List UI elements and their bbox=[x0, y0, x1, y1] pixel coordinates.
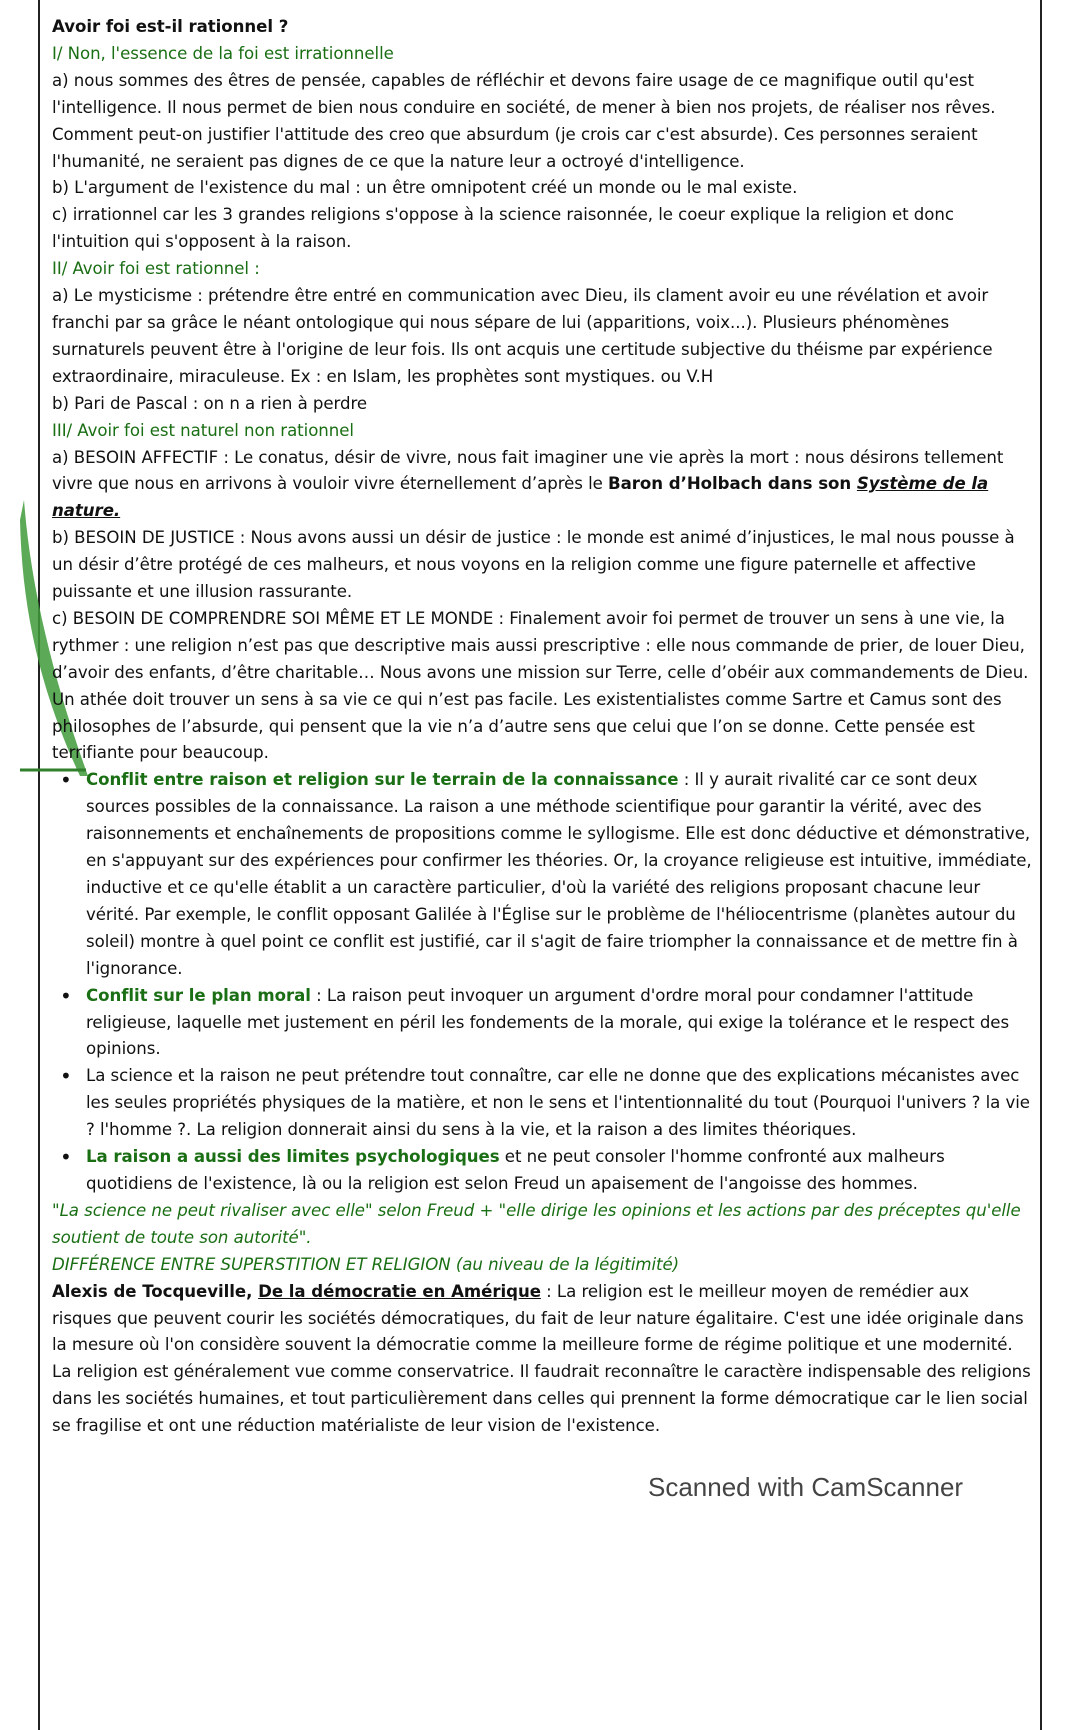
holbach-author: Baron d’Holbach dans son bbox=[608, 474, 857, 494]
bullet-lead: Conflit sur le plan moral bbox=[86, 985, 311, 1005]
tocqueville-text: : La religion est le meilleur moyen de remédier aux risques que peuvent courir les sociétés démocratiques, du fait de leur nature égalitaire. C'est une idée originale dans la mesure où l'on considère souvent la démocratie comme la meilleure forme de régime politique et une modernité. La religion est généralement vue comme conservatrice. Il faudrait reconnaître le caractère indispensable des religions dans les sociétés humaines, et tout particulièrement dans celles qui prennent la forme démocratique car le lien social se fragilise et ont une réduction matérialiste de leur vision de l'existence. bbox=[52, 1281, 1031, 1436]
bullet-text: : Il y aurait rivalité car ce sont deux sources possibles de la connaissance. La raison a une méthode scientifique pour garantir la vérité, avec des raisonnements et enchaînements de propositions comme le syllogisme. Elle est donc déductive et démonstrative, en s'appuyant sur des expériences pour confirmer les théories. Or, la croyance religieuse est intuitive, immédiate, inductive et ce qu'elle établit a un caractère particulier, d'où la variété des religions proposant chacune leur vérité. Par exemple, le conflit opposant Galilée à l'Église sur le problème de l'héliocentrisme (planètes autour du soleil) montre à quel point ce conflit est justifié, car il s'agit de faire triompher la connaissance et de mettre fin à l'ignorance. bbox=[86, 770, 1032, 978]
list-item bbox=[86, 1063, 1032, 1144]
section-2-heading: II/ Avoir foi est rationnel : bbox=[52, 259, 260, 279]
document-title: Avoir foi est-il rationnel ? bbox=[52, 17, 289, 36]
list-item bbox=[86, 983, 1032, 1064]
freud-quote: "La science ne peut rivaliser avec elle" selon Freud + "elle dirige les opinions et les actions par des préceptes qu'elle soutient de toute son autorité". bbox=[52, 1200, 1021, 1247]
section-3-point-b: b) BESOIN DE JUSTICE : Nous avons aussi un désir de justice : le monde est animé d’injustices, le mal nous pousse à un désir d’être protégé de ces malheurs, et nous voyons en la religion comme une figure paternelle et affective puissante et une illusion rassurante. bbox=[52, 528, 1015, 602]
section-3-a-text: a) BESOIN AFFECTIF : Le conatus, désir de vivre, nous fait imaginer une vie après la mort : nous désirons tellement vivre que nous en arrivons à vouloir vivre éternellement d’après le bbox=[52, 447, 1004, 494]
tocqueville-work: De la démocratie en Amérique bbox=[258, 1281, 541, 1301]
section-1-heading: I/ Non, l'essence de la foi est irrationnelle bbox=[52, 43, 394, 63]
bullet-text: La science et la raison ne peut prétendre tout connaître, car elle ne donne que des explications mécanistes avec les seules propriétés physiques de la matière, et non le sens et l'intentionnalité du tout (Pourquoi l'univers ? la vie ? l'homme ?. La religion donnerait ainsi du sens à la vie, et la raison a des limites théoriques. bbox=[86, 1066, 1030, 1140]
tocqueville-author: Alexis de Tocqueville, bbox=[52, 1281, 259, 1301]
document-body bbox=[52, 14, 1032, 1440]
bullet-lead: La raison a aussi des limites psychologiques bbox=[86, 1147, 500, 1167]
section-1-point-a: a) nous sommes des êtres de pensée, capables de réfléchir et devons faire usage de ce magnifique outil qu'est l'intelligence. Il nous permet de bien nous conduire en société, de mener à bien nos projets, de réaliser nos rêves. Comment peut-on justifier l'attitude des creo que absurdum (je crois car c'est absurde). Ces personnes seraient l'humanité, ne seraient pas dignes de ce que la nature leur a octroyé d'intelligence. bbox=[52, 70, 996, 171]
section-1-point-b: b) L'argument de l'existence du mal : un être omnipotent créé un monde ou le mal existe. bbox=[52, 178, 798, 198]
conflict-bullet-list bbox=[52, 767, 1032, 1198]
scanner-watermark: Scanned with CamScanner bbox=[648, 1472, 964, 1502]
section-3-point-a bbox=[52, 445, 1032, 526]
bullet-text: et ne peut consoler l'homme confronté aux malheurs quotidiens de l'existence, là ou la religion est selon Freud un apaisement de l'angoisse des hommes. bbox=[86, 1147, 945, 1193]
holbach-work: Système de la nature. bbox=[52, 474, 989, 521]
bullet-text: : La raison peut invoquer un argument d'ordre moral pour condamner l'attitude religieuse, laquelle met justement en péril les fondements de la morale, qui exige la tolérance et le respect des opinions. bbox=[86, 985, 1010, 1059]
difference-heading: DIFFÉRENCE ENTRE SUPERSTITION ET RELIGION (au niveau de la légitimité) bbox=[52, 1254, 680, 1274]
tocqueville-paragraph bbox=[52, 1279, 1032, 1440]
list-item bbox=[86, 767, 1032, 982]
section-3-point-c: c) BESOIN DE COMPRENDRE SOI MÊME ET LE MONDE : Finalement avoir foi permet de trouver un sens à une vie, la rythmer : une religion n’est pas que descriptive mais aussi prescriptive : elle nous commande de prier, de louer Dieu, d’avoir des enfants, d’être charitable… Nous avons une mission sur Terre, celle d’obéir aux commandements de Dieu. Un athée doit trouver un sens à sa vie ce qui n’est pas facile. Les existentialistes comme Sartre et Camus sont des philosophes de l’absurde, qui pensent que la vie n’a d’autre sens que celui que l’on se donne. Cette pensée est terrifiante pour beaucoup. bbox=[52, 608, 1029, 763]
section-3-heading: III/ Avoir foi est naturel non rationnel bbox=[52, 420, 354, 440]
section-1-point-c: c) irrationnel car les 3 grandes religions s'oppose à la science raisonnée, le coeur explique la religion et donc l'intuition qui s'opposent à la raison. bbox=[52, 205, 954, 252]
section-2-point-b: b) Pari de Pascal : on n a rien à perdre bbox=[52, 393, 368, 413]
bullet-lead: Conflit entre raison et religion sur le terrain de la connaissance bbox=[86, 770, 679, 790]
section-2-point-a: a) Le mysticisme : prétendre être entré en communication avec Dieu, ils clament avoir eu une révélation et avoir franchi par sa grâce le néant ontologique qui nous sépare de lui (apparitions, voix...). Plusieurs phénomènes surnaturels peuvent être à l'origine de leur fois. Ils ont acquis une certitude subjective du théisme par expérience extraordinaire, miraculeuse. Ex : en Islam, les prophètes sont mystiques. ou V.H bbox=[52, 286, 993, 386]
list-item bbox=[86, 1144, 1032, 1198]
